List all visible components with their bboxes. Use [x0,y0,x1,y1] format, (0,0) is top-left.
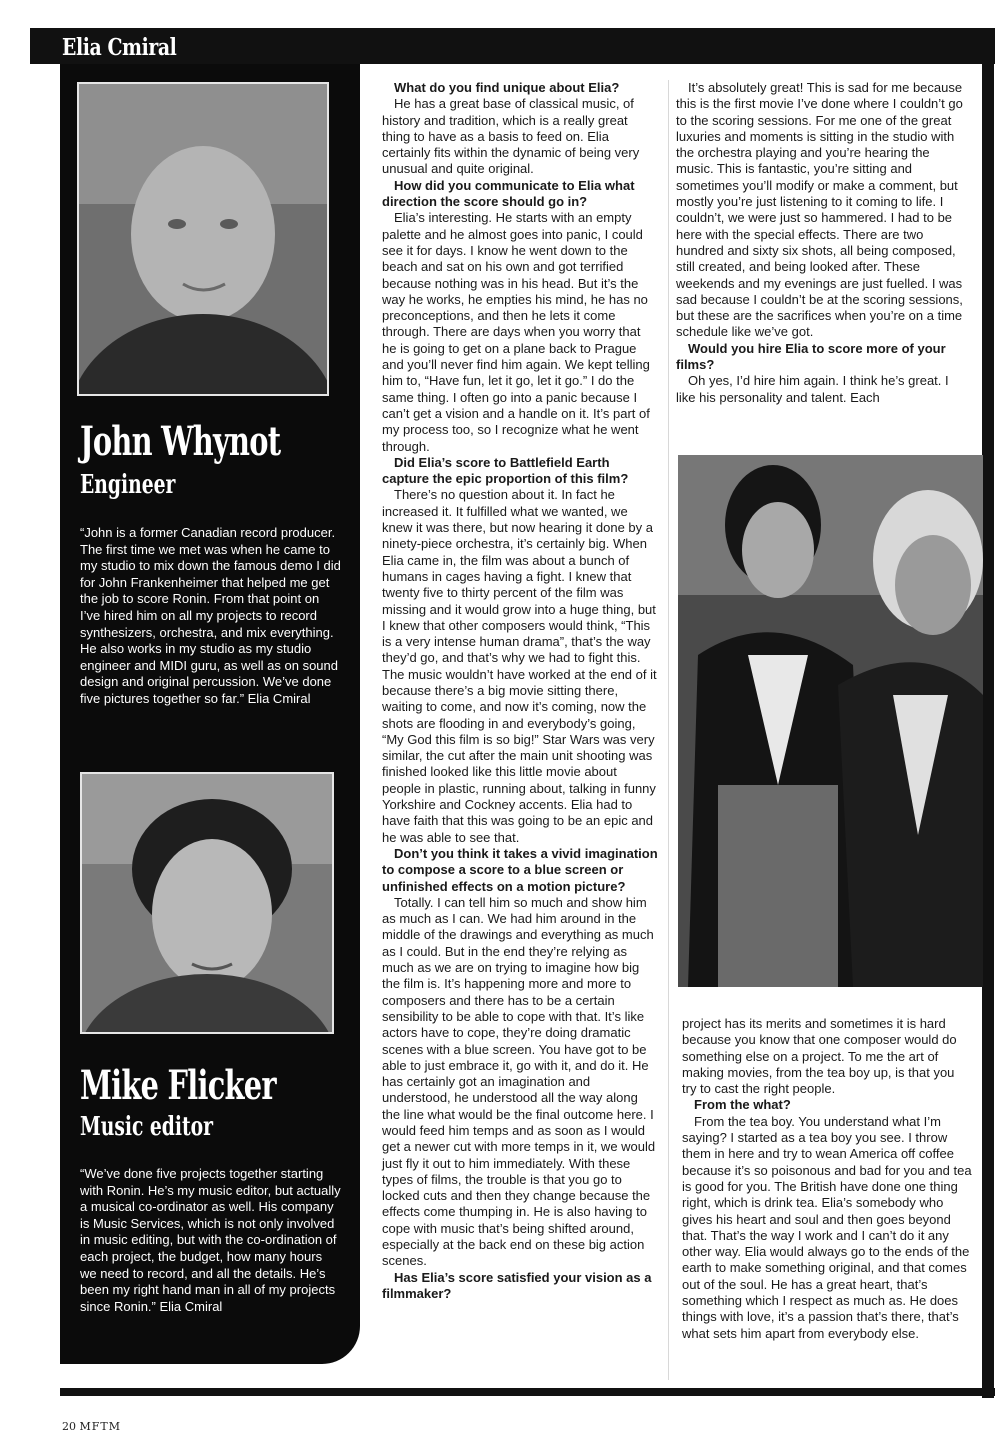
question: Don’t you think it takes a vivid imagination to compose a score to a blue screen or unfinished effects on a motion picture? [382,845,658,894]
answer: Totally. I can tell him so much and show him as much as I can. We had him around in the middle of the drawings and everything as much as I could. But in the end they’re relying as much as we are on trying to imagine how big the film is. It’s happening more and more to composers and there has to be a certain sensibility to be able to cope with that. It’s like actors have to cope, they’re doing dramatic scenes with a blue screen. You have got to be able to just embrace it, go with it, and do it. He has certainly got an imagination and understood, he understood all the way along the line what would be the final outcome here. I would feed him temps and as soon as I would get a newer cut with more temps in it, we would just fly it out to him immediately. With these types of films, the trouble is that you go to locked cuts and then they change because the effects come thumping in. He is also having to cope with music that’s being shifted around, especially at the back end on these big action scenes. [382,894,656,1269]
answer-continued: project has its merits and sometimes it is hard because you know that one composer would do something else on a project. To me the art of making movies, from the tea boy up, is that you try to cast the right people. [682,1016,957,1097]
mike-flicker-photo [80,772,334,1034]
interview-column-2-bottom [682,1016,972,1342]
question: Did Elia’s score to Battlefield Earth capture the epic proportion of this film? [382,454,629,487]
bottom-black-bar [60,1388,995,1396]
interview-column-1 [382,80,658,1302]
profile-name-2: Mike Flicker [80,1062,276,1109]
question: From the what? [694,1097,791,1113]
profile-role-1: Engineer [80,470,176,500]
answer: Oh yes, I’d hire him again. I think he’s great. I like his personality and talent. Each [676,373,949,405]
profile-role-2: Music editor [80,1112,214,1142]
answer: It’s absolutely great! This is sad for me because this is the first movie I’ve done where I couldn’t go to the scoring sessions. For me one of the great luxuries and moments is sitting in the studio with the orchestra playing and you’re hearing the music. This is fantastic, you’re sitting and sometimes you’ll modify or make a comment, but mostly you’re just listening to it coming to life. I couldn’t, we were just so hammered. I had to be here with the special effects. There are two hundred and sixty six shots, all being composed, still created, and being looked after. These weekends and my evenings are just fuelled. I was sad because I couldn’t be at the scoring sessions, but these are the sacrifices when you’re on a time schedule like we’ve got. [676,80,963,340]
answer: From the tea boy. You understand what I’m saying? I started as a tea boy you see. I throw them in here and try to wean America off coffee because it’s so poisonous and bad for you and tea is good for you. The British have done one thing right, which is drink tea. Elia’s somebody who gives his heart and soul and then goes beyond that. That’s the way I work and I can’t do it any other way. Elia would always go to the ends of the earth to make something original, and that comes out of the soul. He has a great heart, that’s something which I respect as much as. He does things with love, it’s a passion that’s there, that’s what sets him apart from everybody else. [682,1113,972,1341]
question: Has Elia’s score satisfied your vision as a filmmaker? [382,1269,652,1301]
answer: Elia’s interesting. He starts with an empty palette and he almost goes into panic, I could see it for days. I know he went down to the beach and sat on his own and got terrified because nothing was in his head. But it’s the way he works, he empties his mind, he has no preconceptions, and then he lets it come through. There are days when you worry that he is going to get on a plane back to Prague and you’ll never find him again. We kept telling him to, “Have fun, let it go, let it go.” I do the same thing. I often go into a panic because I can’t get a vision and a handle on it. It’s part of my process too, so I recognize what he went through. [382,210,650,454]
profile-quote-1: “John is a former Canadian record producer. The first time we met was when he came to my studio to mix down the famous demo I did for John Frankenheimer that helped me get the job to score Ronin. From that point on I’ve hired him on all my projects to record synthesizers, orchestra, and mix everything. He also works in my studio as my studio engineer and MIDI guru, as well as on sound design and original percussion. We’ve done five pictures together so far.” Elia Cmiral [80,525,341,706]
two-men-photo [678,455,983,987]
question: What do you find unique about Elia? [394,80,620,95]
page-header-name: Elia Cmiral [62,34,177,61]
question: How did you communicate to Elia what direction the score should go in? [382,177,635,210]
column-divider [668,80,669,1380]
answer: He has a great base of classical music, of history and tradition, which is a really great thing to have as a basis to feed on. Elia certainly fits within the dynamic of being very unusual and quite original. [382,96,640,177]
page-folio [62,1420,121,1433]
right-black-bar [982,28,994,1398]
profile-name-1: John Whynot [80,418,281,465]
profile-quote-2: “We’ve done five projects together starting with Ronin. He’s my music editor, but actually a musical co-ordinator as well. His company is Music Services, which is not only involved in music editing, but with the co-ordination of each project, the budget, how many hours we need to record, and all the details. He’s been my right hand man in all of my projects since Ronin.” Elia Cmiral [80,1166,341,1314]
answer: There’s no question about it. In fact he increased it. It fulfilled what we wanted, we knew it was there, but now hearing it done by a ninety-piece orchestra, it’s certainly big. When Elia came in, the film was about a bunch of humans in cages having a fight. I knew that twenty five to thirty percent of the film was missing and it would grow into a huge thing, but I knew that other composers would think, “This is a very intense human drama”, that’s the way they’d go, and that’s why we had to fight this. The music wouldn’t have worked at the end of it because there’s a big movie sitting there, waiting to come, and now it’s coming, now the shots are flooding in and everybody’s going, “My God this film is so big!” Star Wars was very similar, the cut after the main unit shooting was finished looked like this little movie about people in plastic, running about, talking in funny Yorkshire and Cockney accents. Elia had to have faith that this was going to be an epic and he was able to see that. [382,487,657,845]
john-whynot-photo [77,82,329,396]
interview-column-2-top [676,80,966,406]
question: Would you hire Elia to score more of your films? [676,340,946,373]
page-number: 20 [62,1420,76,1433]
magazine-name: MFTM [79,1420,121,1433]
